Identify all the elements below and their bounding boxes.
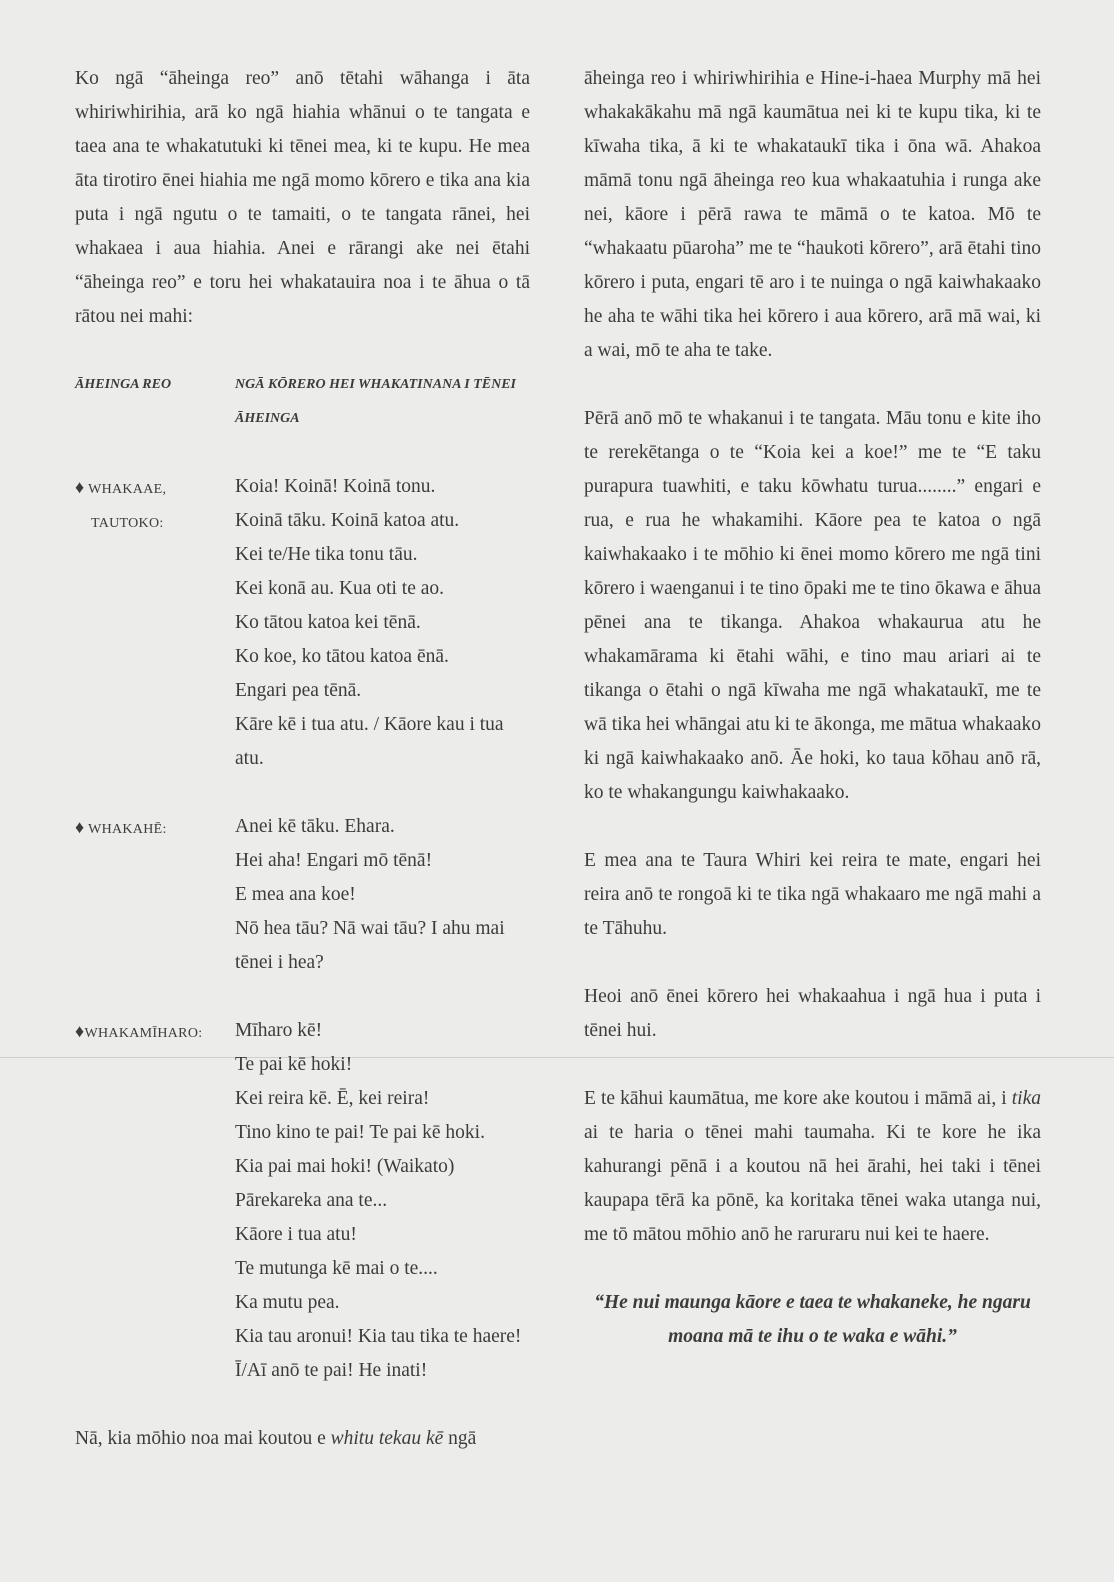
phrase-line: Kei konā au. Kua oti te ao. xyxy=(235,578,445,599)
phrase-line: Tino kino te pai! Te pai kē hoki. xyxy=(235,1122,485,1143)
diamond-bullet-icon: ♦ xyxy=(75,817,85,837)
phrase-line: Te pai kē hoki! xyxy=(235,1054,353,1075)
diamond-bullet-icon: ♦ xyxy=(75,477,85,497)
paragraph-5-emphasis: tika xyxy=(1011,1088,1041,1109)
group-label-line1: WHAKAMĪHARO: xyxy=(84,1026,203,1041)
right-column xyxy=(584,62,1041,1354)
table-group-whakahe xyxy=(75,810,530,980)
phrase-line: Anei kē tāku. Ehara. xyxy=(235,816,395,837)
table-col1-header: ĀHEINGA REO xyxy=(75,377,172,392)
intro-paragraph: Ko ngā “āheinga reo” anō tētahi wāhanga i āta whiriwhirihia, arā ko ngā hiahia whānui o te tangata e taea ana te whakatutuki ki tēnei mea, ki te kupu. He mea āta tirotiro ēnei hiahia me ngā momo kōrero e tika ana kia puta i ngā ngutu o te tamaiti, o te tangata rānei, hei whakaea i aua hiahia. Anei e rārangi ake nei ētahi “āheinga reo” e toru hei whakatauira noa i te āhua o tā rātou nei mahi: xyxy=(75,68,530,327)
paragraph-4: Heoi anō ēnei kōrero hei whakaahua i ngā hua i puta i tēnei hui. xyxy=(584,986,1041,1041)
phrase-line: Nō hea tāu? Nā wai tāu? I ahu mai tēnei i hea? xyxy=(235,918,505,973)
paragraph-5-text-end: ai te haria o tēnei mahi taumaha. Ki te kore he ika kahurangi pēnā i a koutou nā hei ārahi, hei taki i tēnei kaupapa tērā ka pōnē, ka koritaka tēnei waka utanga nui, me tō mātou mōhio anō he raruraru nui kei te haere. xyxy=(584,1122,1041,1245)
phrase-line: Koia! Koinā! Koinā tonu. xyxy=(235,476,436,497)
group-label xyxy=(75,1014,235,1051)
paragraph-5 xyxy=(584,1082,1041,1252)
phrase-line: Kia pai mai hoki! (Waikato) xyxy=(235,1156,455,1177)
paragraph-5-text: E te kāhui kaumātua, me kore ake koutou i māmā ai, i xyxy=(584,1088,1012,1109)
phrase-line: Mīharo kē! xyxy=(235,1020,323,1041)
closing-text-end: ngā xyxy=(443,1428,477,1449)
table-group-whakamiharo xyxy=(75,1014,530,1388)
phrase-line: Pārekareka ana te... xyxy=(235,1190,388,1211)
phrase-line: Ī/Aī anō te pai! He inati! xyxy=(235,1360,428,1381)
phrase-line: Ko tātou katoa kei tēnā. xyxy=(235,612,421,633)
closing-proverb: “He nui maunga kāore e taea te whakaneke, he ngaru moana mā te ihu o te waka e wāhi.” xyxy=(594,1292,1031,1347)
closing-text: Nā, kia mōhio noa mai koutou e xyxy=(75,1428,331,1449)
phrase-line: Ko koe, ko tātou katoa ēnā. xyxy=(235,646,449,667)
group-label-line1: WHAKAHĒ: xyxy=(88,822,167,837)
table-header xyxy=(75,368,530,436)
group-phrases xyxy=(235,470,530,776)
phrase-line: Kia tau aronui! Kia tau tika te haere! xyxy=(235,1326,522,1347)
group-phrases xyxy=(235,1014,530,1388)
table-col2-header: NGĀ KŌRERO HEI WHAKATINANA I TĒNEI ĀHEINGA xyxy=(235,377,516,426)
phrase-line: Te mutunga kē mai o te.... xyxy=(235,1258,438,1279)
phrase-line: Koinā tāku. Koinā katoa atu. xyxy=(235,510,460,531)
phrase-line: Kei te/He tika tonu tāu. xyxy=(235,544,418,565)
diamond-bullet-icon: ♦ xyxy=(75,1021,85,1041)
closing-paragraph xyxy=(75,1422,530,1456)
phrase-line: E mea ana koe! xyxy=(235,884,356,905)
table-group-whakaae xyxy=(75,470,530,776)
group-phrases xyxy=(235,810,530,980)
paragraph-2: Pērā anō mō te whakanui i te tangata. Māu tonu e kite iho te rerekētanga o te “Koia kei a koe!” me te “E taku purapura tuawhiti, e taku kōwhatu turua........” engari e rua, e rua he whakamihi. Kāore pea te katoa o ngā kaiwhakaako i te mōhio ki ēnei momo kōrero me ngā tini kōrero i waenganui i te tino ōpaki me te tino ōkawa e āhua pēnei ana te tikanga. Ahakoa whakaurua atu he whakamārama ki ētahi wāhi, e tino mau ariari ai te tikanga o ētahi o ngā kīwaha me ngā whakataukī, me te wā tika hei whāngai atu ki te ākonga, me mātua whakaako ki ngā kaiwhakaako anō. Āe hoki, ko taua kōhau anō rā, ko te whakangungu kaiwhakaako. xyxy=(584,408,1042,803)
phrase-line: Engari pea tēnā. xyxy=(235,680,362,701)
left-column xyxy=(75,62,530,1456)
phrase-line: Kāre kē i tua atu. / Kāore kau i tua atu. xyxy=(235,714,504,769)
phrase-line: Kei reira kē. Ē, kei reira! xyxy=(235,1088,430,1109)
group-label xyxy=(75,470,235,541)
group-label xyxy=(75,810,235,847)
paragraph-1: āheinga reo i whiriwhirihia e Hine-i-haea Murphy mā hei whakakākahu mā ngā kaumātua nei ki te kupu tika, ki te kīwaha tika, ā ki te whakataukī tika i ōna wā. Ahakoa māmā tonu ngā āheinga reo kua whakaatuhia i runga ake nei, kāore i pērā rawa te māmā o te katoa. Mō te “whakaatu pūaroha” me te “haukoti kōrero”, arā ētahi tino kōrero i puta, engari tē aro i te nuinga o ngā kaiwhakaako he aha te wāhi tika hei kōrero i aua kōrero, arā mā wai, ki a wai, mō te aha te take. xyxy=(584,68,1041,361)
phrase-line: Kāore i tua atu! xyxy=(235,1224,357,1245)
paragraph-3: E mea ana te Taura Whiri kei reira te mate, engari hei reira anō te rongoā ki te tika ngā whakaaro me ngā mahi a te Tāhuhu. xyxy=(584,850,1041,939)
phrase-line: Hei aha! Engari mō tēnā! xyxy=(235,850,433,871)
phrase-line: Ka mutu pea. xyxy=(235,1292,340,1313)
closing-emphasis: whitu tekau kē xyxy=(330,1428,444,1449)
group-label-line2: TAUTOKO: xyxy=(91,516,164,531)
group-label-line1: WHAKAAE, xyxy=(88,482,167,497)
